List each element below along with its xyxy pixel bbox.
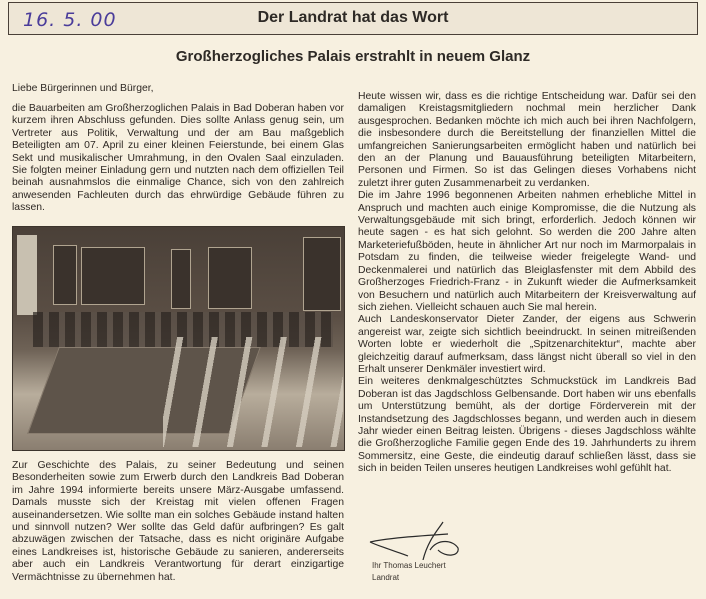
right-paragraph-3: Auch Landeskonservator Dieter Zander, der eigens aus Schwerin angereist war, zeigte sich sichtlich beeindruckt. In seinen mitreißenden Worten lobte er wiederholt die „Spitzenarchitektur“, machte aber gleichzeitig darauf aufmerksam, dass längst nicht überall so viel in den Erhalt unserer Denkmäler investiert wird. <box>358 314 696 375</box>
right-paragraph-1: Heute wissen wir, dass es die richtige Entscheidung war. Dafür sei den damaligen Kreistagsmitgliedern nochmal mein herzlicher Dank ausgesprochen. Bedanken möchte ich mich auch bei ihren Nachfolgern, die insbesondere durch die Bereitstellung der finanziellen Mittel die umfangreichen Sanierungsarbeiten ermöglicht haben und natürlich bei den an der Planung und Bauausführung beteiligten Mitarbeitern, Personen und Firmen. So ist das Gelingen dieses Vorhabens nicht zuletzt ihrer guten Zusammenarbeit zu verdanken. <box>358 91 696 189</box>
right-paragraph-4: Ein weiteres denkmalgeschütztes Schmuckstück im Landkreis Bad Doberan ist das Jagdschloss Gelbensande. Dort haben wir uns ebenfalls um Unterstützung bemüht, als der dortige Förderverein mit der Instandsetzung des Jagdschlosses begann, und werden auch in diesem Jahr wieder einen Beitrag leisten. Übrigens - dieses Jagdschloss wählte die Großherzogliche Familie gegen Ende des 19. Jahrhunderts zu ihrem Sommersitz, eine Geste, die eindeutig darauf schließen lässt, dass sie sich in beiden Teilen unseres heutigen Landkreises wohl gefühlt hat. <box>358 376 696 475</box>
greeting-text: Liebe Bürgerinnen und Bürger, <box>12 83 154 94</box>
photo-painting <box>208 247 252 309</box>
greeting <box>12 83 344 95</box>
history-text: Zur Geschichte des Palais, zu seiner Bedeutung und seinen Besonderheiten sowie zum Erwerb durch den Landkreis Bad Doberan im Jahre 1994 informierte bereits unsere März-Ausgabe umfassend. Damals musste sich der Kreistag mit vielen offenen Fragen auseinandersetzen. Wie sollte man ein solches Gebäude instand halten und sinnvoll nutzen? Wer sollte das Geld dafür aufbringen? Es galt abzuwägen zwischen der Tatsache, dass es nicht originäre Aufgabe eines Landkreises ist, historische Gebäude zu sanieren, andererseits aber auch ein Landkreis Verantwortung für derart einzigartige Vermächtnisse zu übernehmen hat. <box>12 460 344 583</box>
signature-role: Landrat <box>372 573 400 582</box>
article-headline: Großherzogliches Palais erstrahlt in neuem Glanz <box>175 48 531 65</box>
right-paragraph-2: Die im Jahre 1996 begonnenen Arbeiten nahmen erhebliche Mittel in Anspruch und machten auch einige Kompromisse, die die Nutzung als Verwaltungsgebäude mit sich bringt, erforderlich. Jedoch können wir heute sagen - es hat sich gelohnt. So werden die 200 Jahre alten Marketeriefußböden, heute in ähnlicher Art nur noch im Marmorpalais in Potsdam zu finden, die teilweise wieder freigelegte Wand- und Deckenmalerei und natürlich das Bleiglasfenster mit dem Abbild des Großherzoges Friedrich-Franz - in Zukunft wieder die Aufmerksamkeit von Besuchern und natürlich auch Mitarbeitern der Kreisverwaltung auf sich ziehen. Vielleicht schauen auch Sie mal herein. <box>358 190 696 313</box>
intro-text: die Bauarbeiten am Großherzoglichen Palais in Bad Doberan haben vor kurzem ihren Abschluss gefunden. Dies sollte Anlass genug sein, um Vertreter aus Politik, Verwaltung und der am Bau maßgeblich Beteiligten am 07. April zu einer kleinen Feierstunde, bei einem Glas Sekt und musikalischer Umrahmung, in den Ovalen Saal einzuladen. Sie folgten meiner Einladung gern und nutzten nach dem offiziellen Teil beinah ausnahmslos die einmalige Chance, sich von den zahlreich anwesenden Fachleuten durch das ehrwürdige Gebäude führen zu lassen. <box>12 103 344 214</box>
photo-painting <box>171 249 191 309</box>
intro-paragraph <box>12 103 344 215</box>
photo-painting <box>303 237 341 311</box>
section-title: Der Landrat hat das Wort <box>257 9 449 26</box>
photo-painting <box>53 245 77 305</box>
section-header-box <box>8 2 698 35</box>
handwritten-date: 16. 5. 00 <box>23 9 117 31</box>
photo-window <box>17 235 37 315</box>
history-paragraph <box>12 460 344 584</box>
photo-chairs <box>163 337 343 447</box>
photo-painting <box>81 247 145 305</box>
signature-name: Ihr Thomas Leuchert <box>372 561 446 570</box>
article-photo <box>12 226 345 451</box>
right-column <box>358 91 696 476</box>
signature-icon <box>368 520 478 560</box>
